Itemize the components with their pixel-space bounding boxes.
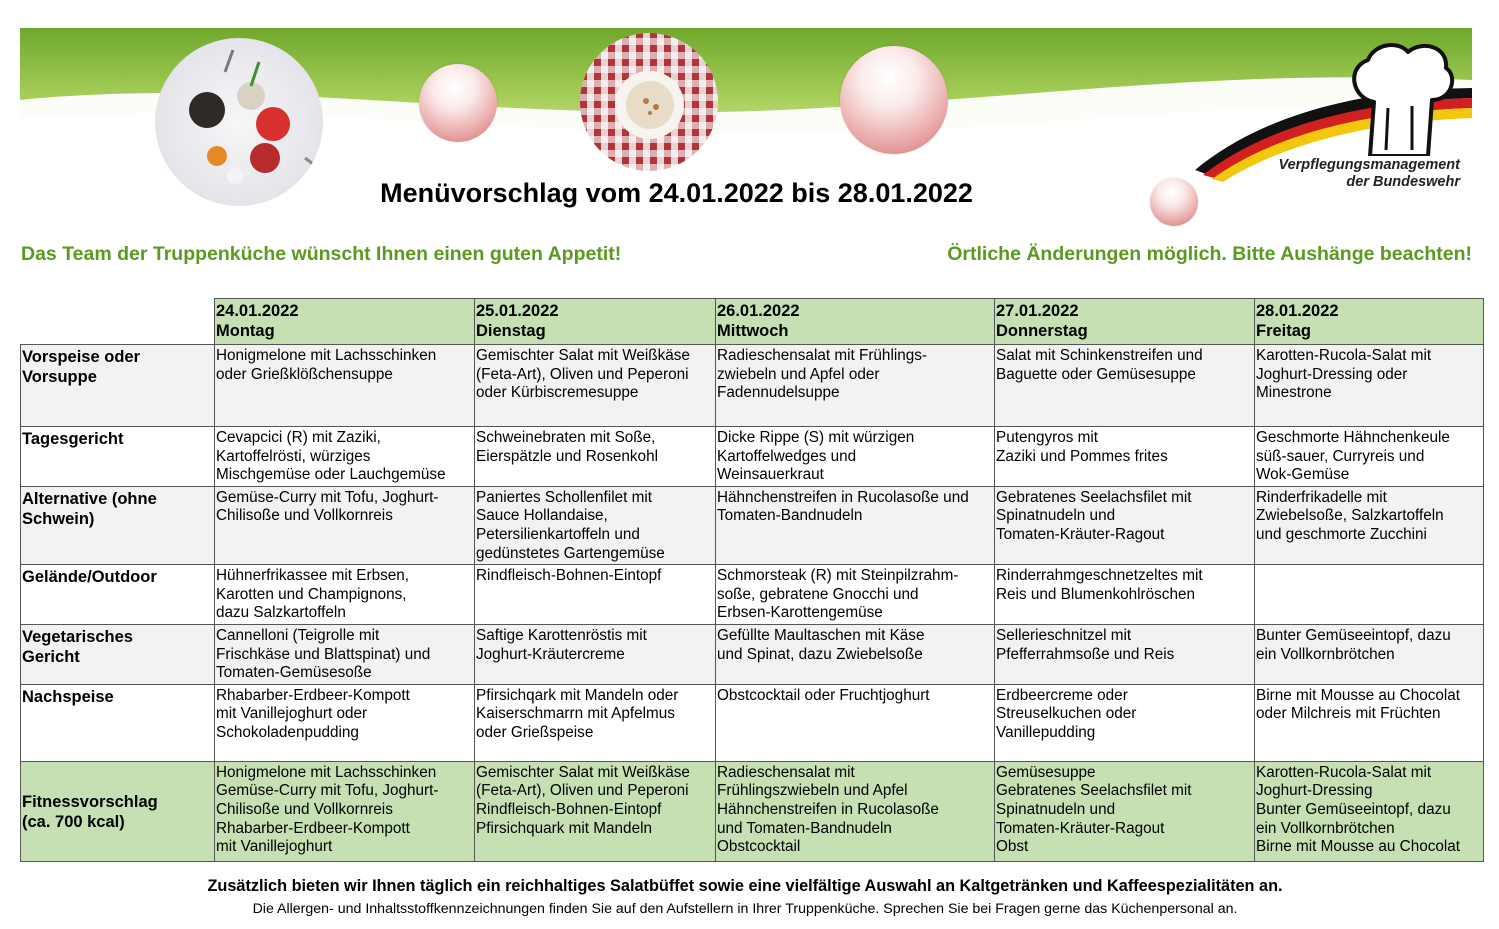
page-title: Menüvorschlag vom 24.01.2022 bis 28.01.2022 bbox=[380, 178, 973, 208]
menu-cell: Rindfleisch-Bohnen-Eintopf bbox=[475, 565, 716, 625]
header-row bbox=[21, 299, 1484, 345]
logo-text bbox=[1243, 157, 1460, 191]
day-name: Freitag bbox=[1256, 322, 1312, 340]
menu-cell: Rhabarber-Erdbeer-Kompott mit Vanillejoghurt oder Schokoladenpudding bbox=[215, 684, 475, 761]
row-label: Nachspeise bbox=[21, 684, 215, 761]
day-header bbox=[1255, 299, 1484, 345]
menu-cell: Schmorsteak (R) mit Steinpilzrahm- soße, gebratene Gnocchi und Erbsen-Karottengemüse bbox=[716, 565, 995, 625]
cappuccino-illustration bbox=[580, 33, 718, 171]
footer-note-bold: Zusätzlich bieten wir Ihnen täglich ein reichhaltiges Salatbüffet sowie eine vielfältige Auswahl an Kaltgetränken und Kaffeespezialitäten an. bbox=[207, 877, 1283, 895]
menu-cell: Schweinebraten mit Soße, Eierspätzle und Rosenkohl bbox=[475, 427, 716, 487]
table-row bbox=[21, 345, 1484, 427]
day-name: Dienstag bbox=[476, 322, 546, 340]
menu-cell: Rinderfrikadelle mit Zwiebelsoße, Salzkartoffeln und geschmorte Zucchini bbox=[1255, 486, 1484, 564]
menu-cell: Gemischter Salat mit Weißkäse (Feta-Art), Oliven und Peperoni oder Kürbiscremesuppe bbox=[475, 345, 716, 427]
header-corner bbox=[21, 299, 215, 345]
greeting-left: Das Team der Truppenküche wünscht Ihnen einen guten Appetit! bbox=[21, 243, 622, 265]
table-row bbox=[21, 565, 1484, 625]
menu-cell: Geschmorte Hähnchenkeule süß-sauer, Curryreis und Wok-Gemüse bbox=[1255, 427, 1484, 487]
table-row bbox=[21, 684, 1484, 761]
day-header bbox=[475, 299, 716, 345]
fitness-cell: Karotten-Rucola-Salat mit Joghurt-Dressing Bunter Gemüseeintopf, dazu ein Vollkornbrötchen Birne mit Mousse au Chocolat bbox=[1255, 761, 1484, 861]
fitness-cell: Honigmelone mit Lachsschinken Gemüse-Curry mit Tofu, Joghurt- Chilisoße und Vollkornreis Rhabarber-Erdbeer-Kompott mit Vanillejoghurt bbox=[215, 761, 475, 861]
menu-cell: Salat mit Schinkenstreifen und Baguette oder Gemüsesuppe bbox=[995, 345, 1255, 427]
fitness-cell: Gemischter Salat mit Weißkäse (Feta-Art), Oliven und Peperoni Rindfleisch-Bohnen-Eintopf Pfirsichquark mit Mandeln bbox=[475, 761, 716, 861]
menu-cell: Putengyros mit Zaziki und Pommes frites bbox=[995, 427, 1255, 487]
menu-cell: Gefüllte Maultaschen mit Käse und Spinat, dazu Zwiebelsoße bbox=[716, 624, 995, 684]
day-name: Mittwoch bbox=[717, 322, 789, 340]
menu-cell: Bunter Gemüseeintopf, dazu ein Vollkornbrötchen bbox=[1255, 624, 1484, 684]
footer-note: Die Allergen- und Inhaltsstoffkennzeichnungen finden Sie auf den Aufstellern in Ihrer Truppenküche. Sprechen Sie bei Fragen gerne das Küchenpersonal an. bbox=[252, 901, 1238, 917]
menu-cell: Erdbeercreme oder Streuselkuchen oder Vanillepudding bbox=[995, 684, 1255, 761]
day-date: 27.01.2022 bbox=[996, 302, 1079, 320]
menu-cell: Cevapcici (R) mit Zaziki, Kartoffelrösti, würziges Mischgemüse oder Lauchgemüse bbox=[215, 427, 475, 487]
decor-circle bbox=[419, 64, 497, 142]
fitness-label-line-1: Fitnessvorschlag bbox=[22, 792, 158, 811]
menu-cell: Birne mit Mousse au Chocolat oder Milchreis mit Früchten bbox=[1255, 684, 1484, 761]
fitness-row bbox=[21, 761, 1484, 861]
menu-cell: Gemüse-Curry mit Tofu, Joghurt- Chilisoße und Vollkornreis bbox=[215, 486, 475, 564]
menu-cell: Dicke Rippe (S) mit würzigen Kartoffelwedges und Weinsauerkraut bbox=[716, 427, 995, 487]
row-label: Tagesgericht bbox=[21, 427, 215, 487]
day-date: 28.01.2022 bbox=[1256, 302, 1339, 320]
menu-cell: Paniertes Schollenfilet mit Sauce Hollandaise, Petersilienkartoffeln und gedünstetes Gartengemüse bbox=[475, 486, 716, 564]
menu-cell: Cannelloni (Teigrolle mit Frischkäse und Blattspinat) und Tomaten-Gemüsesoße bbox=[215, 624, 475, 684]
row-label: Gelände/Outdoor bbox=[21, 565, 215, 625]
fitness-label bbox=[21, 761, 215, 861]
fitness-cell: Gemüsesuppe Gebratenes Seelachsfilet mit Spinatnudeln und Tomaten-Kräuter-Ragout Obst bbox=[995, 761, 1255, 861]
fitness-label-line-2: (ca. 700 kcal) bbox=[22, 812, 125, 831]
day-date: 25.01.2022 bbox=[476, 302, 559, 320]
day-header bbox=[716, 299, 995, 345]
menu-cell: Sellerieschnitzel mit Pfefferrahmsoße und Reis bbox=[995, 624, 1255, 684]
day-date: 24.01.2022 bbox=[216, 302, 299, 320]
day-name: Montag bbox=[216, 322, 275, 340]
food-photo-circle-2 bbox=[580, 33, 718, 171]
menu-cell: Radieschensalat mit Frühlings- zwiebeln und Apfel oder Fadennudelsuppe bbox=[716, 345, 995, 427]
day-name: Donnerstag bbox=[996, 322, 1088, 340]
table-row bbox=[21, 486, 1484, 564]
menu-cell: Rinderrahmgeschnetzeltes mit Reis und Blumenkohlröschen bbox=[995, 565, 1255, 625]
menu-cell: Obstcocktail oder Fruchtjoghurt bbox=[716, 684, 995, 761]
logo-line-1: Verpflegungsmanagement bbox=[1278, 157, 1460, 173]
table-row bbox=[21, 427, 1484, 487]
day-date: 26.01.2022 bbox=[717, 302, 800, 320]
row-label: Vorspeise oder Vorsuppe bbox=[21, 345, 215, 427]
logo-line-2: der Bundeswehr bbox=[1346, 174, 1460, 190]
menu-cell: Pfirsichqark mit Mandeln oder Kaiserschmarrn mit Apfelmus oder Grießspeise bbox=[475, 684, 716, 761]
menu-cell: Saftige Karottenröstis mit Joghurt-Kräutercreme bbox=[475, 624, 716, 684]
row-label: Vegetarisches Gericht bbox=[21, 624, 215, 684]
menu-cell: Hähnchenstreifen in Rucolasoße und Tomaten-Bandnudeln bbox=[716, 486, 995, 564]
row-label: Alternative (ohne Schwein) bbox=[21, 486, 215, 564]
day-header bbox=[215, 299, 475, 345]
menu-cell: Honigmelone mit Lachsschinken oder Grießklößchensuppe bbox=[215, 345, 475, 427]
menu-cell bbox=[1255, 565, 1484, 625]
decor-circle bbox=[840, 46, 948, 154]
chef-hat-icon bbox=[1340, 38, 1460, 156]
menu-table bbox=[20, 298, 1484, 862]
menu-cell: Gebratenes Seelachsfilet mit Spinatnudeln und Tomaten-Kräuter-Ragout bbox=[995, 486, 1255, 564]
greeting-right: Örtliche Änderungen möglich. Bitte Aushänge beachten! bbox=[947, 243, 1472, 265]
fitness-cell: Radieschensalat mit Frühlingszwiebeln und Apfel Hähnchenstreifen in Rucolasoße und Tomaten-Bandnudeln Obstcocktail bbox=[716, 761, 995, 861]
day-header bbox=[995, 299, 1255, 345]
table-row bbox=[21, 624, 1484, 684]
menu-cell: Hühnerfrikassee mit Erbsen, Karotten und Champignons, dazu Salzkartoffeln bbox=[215, 565, 475, 625]
menu-cell: Karotten-Rucola-Salat mit Joghurt-Dressing oder Minestrone bbox=[1255, 345, 1484, 427]
